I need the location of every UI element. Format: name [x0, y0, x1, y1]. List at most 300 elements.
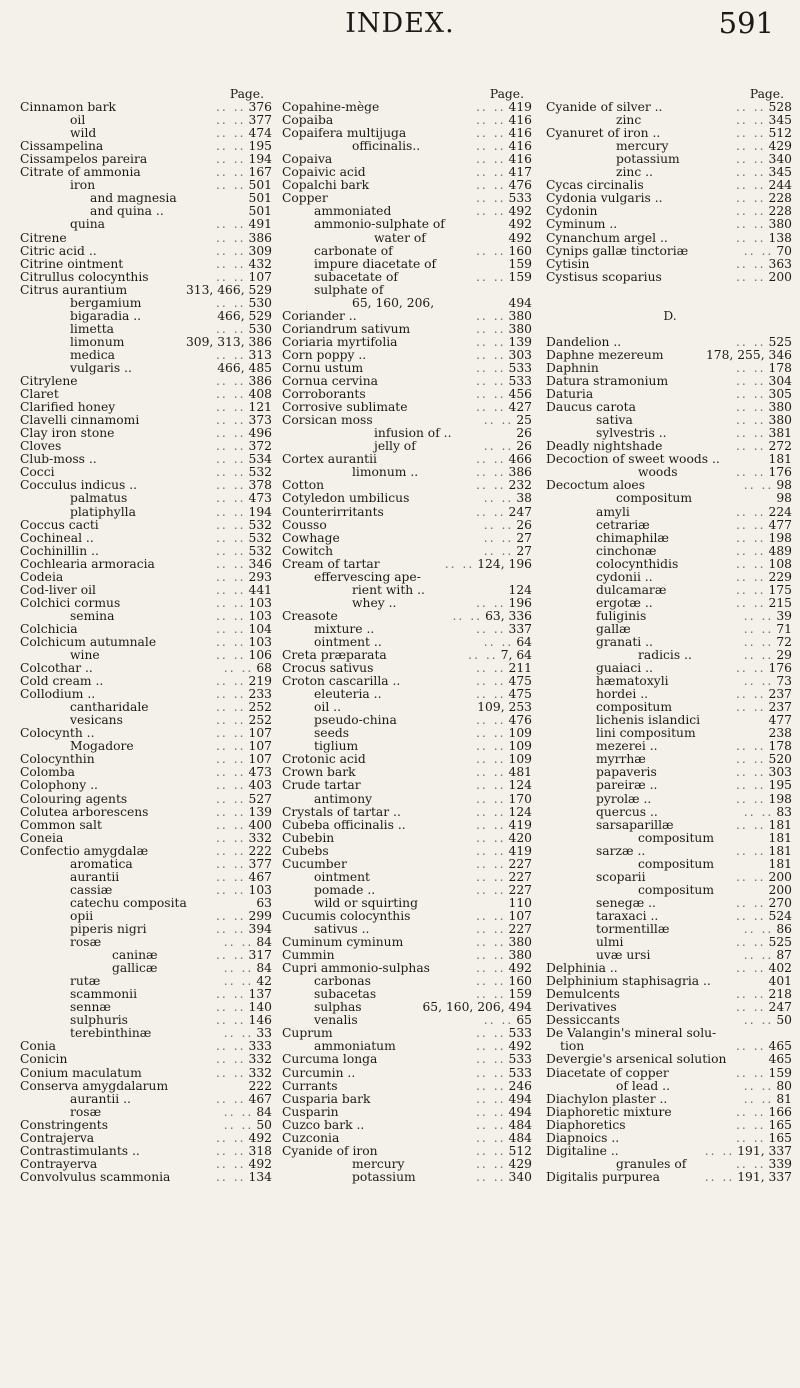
page-reference: 246: [508, 1078, 532, 1093]
dot-leader: .. ..: [735, 127, 766, 141]
dot-leader: .. ..: [735, 218, 766, 232]
dot-leader: .. ..: [735, 518, 766, 532]
index-entry: [20, 310, 274, 323]
index-entry: [20, 271, 274, 284]
dot-leader: .. ..: [735, 596, 766, 610]
page-reference: 494: [508, 295, 532, 310]
index-entry: [546, 1106, 794, 1119]
page-reference: 528: [768, 100, 792, 115]
dot-leader: .. ..: [735, 766, 766, 780]
page-reference: 333: [248, 1039, 272, 1054]
index-entry: [20, 571, 274, 584]
index-term: Cold cream ..: [20, 674, 104, 689]
index-term: Corroborants: [282, 387, 366, 402]
index-term: eleuteria ..: [314, 687, 382, 702]
page-reference: 26: [516, 439, 532, 454]
page-reference: 340: [508, 1169, 532, 1184]
page-reference: 98: [776, 478, 792, 493]
page-reference: 313, 466, 529: [185, 282, 272, 297]
index-entry: [546, 271, 794, 284]
dot-leader: .. ..: [475, 766, 506, 780]
index-term: Mogadore: [70, 739, 134, 754]
page-reference: 218: [768, 987, 792, 1002]
index-entry: [546, 610, 794, 623]
dot-leader: .. ..: [735, 375, 766, 389]
page-reference: 492: [508, 230, 532, 245]
index-entry: [546, 675, 794, 688]
index-term: and quina ..: [90, 204, 164, 219]
index-term: Crystals of tartar ..: [282, 804, 401, 819]
page-reference: 363: [768, 256, 792, 271]
index-entry: [20, 806, 274, 819]
dot-leader: .. ..: [223, 1105, 254, 1119]
index-term: Crotonic acid: [282, 752, 366, 767]
page-reference: 474: [248, 126, 272, 141]
index-term: ulmi: [596, 935, 624, 950]
index-entry: [546, 845, 794, 858]
index-term: Cyanide of iron: [282, 1143, 378, 1158]
index-entry: [20, 975, 274, 988]
index-term: medica: [70, 347, 115, 362]
index-term: senegæ ..: [596, 895, 656, 910]
index-entry: [20, 1171, 274, 1184]
index-term: sulphate of: [314, 282, 384, 297]
dot-leader: .. ..: [215, 779, 246, 793]
page-reference: 512: [768, 126, 792, 141]
page-reference: 378: [248, 478, 272, 493]
page-reference: 98: [776, 491, 792, 506]
index-term: pseudo-china: [314, 713, 397, 728]
page-reference: 107: [248, 269, 272, 284]
index-entry: [20, 218, 274, 231]
blank-line: [546, 323, 794, 336]
index-entry: [20, 962, 274, 975]
dot-leader: .. ..: [475, 792, 506, 806]
dot-leader: .. ..: [215, 114, 246, 128]
page-reference: 167: [248, 165, 272, 180]
index-term: Daphnin: [546, 360, 599, 375]
dot-leader: .. ..: [483, 518, 514, 532]
page-reference: 492: [248, 1156, 272, 1171]
index-term: Contrastimulants ..: [20, 1143, 140, 1158]
dot-leader: .. ..: [475, 883, 506, 897]
dot-leader: .. ..: [215, 518, 246, 532]
index-term: Copaivic acid: [282, 165, 366, 180]
index-term: iron: [70, 178, 96, 193]
dot-leader: .. ..: [215, 1053, 246, 1067]
dot-leader: .. ..: [475, 714, 506, 728]
index-entry: [282, 232, 534, 245]
index-term: Contrajerva: [20, 1130, 95, 1145]
dot-leader: .. ..: [475, 114, 506, 128]
index-term: pareiræ ..: [596, 778, 658, 793]
index-entry: [20, 479, 274, 492]
page-reference: 109: [508, 752, 532, 767]
index-entry: [546, 584, 794, 597]
page-reference: 484: [508, 1117, 532, 1132]
page-reference: 232: [508, 478, 532, 493]
index-entry: [20, 1158, 274, 1171]
dot-leader: .. ..: [735, 701, 766, 715]
index-term: effervescing ape-: [314, 569, 421, 584]
index-entry: [546, 571, 794, 584]
index-term: aurantii ..: [70, 1091, 131, 1106]
page-reference: 103: [248, 882, 272, 897]
page-reference: 416: [508, 139, 532, 154]
page-reference: 229: [768, 569, 792, 584]
index-term: Copaifera multijuga: [282, 126, 407, 141]
index-entry: [546, 936, 794, 949]
dot-leader: .. ..: [215, 1157, 246, 1171]
page-reference: 64: [516, 634, 532, 649]
dot-leader: .. ..: [215, 140, 246, 154]
index-term: Colchicum autumnale: [20, 634, 157, 649]
index-term: zinc ..: [616, 165, 653, 180]
index-entry: [20, 558, 274, 571]
page-reference: 465: [768, 1039, 792, 1054]
dot-leader: .. ..: [475, 1157, 506, 1171]
dot-leader: .. ..: [475, 153, 506, 167]
dot-leader: .. ..: [735, 1040, 766, 1054]
page-reference: 176: [768, 465, 792, 480]
index-entry: [282, 1093, 534, 1106]
index-entry: [282, 884, 534, 897]
index-term: Devergie's arsenical solution: [546, 1052, 727, 1067]
dot-leader: .. ..: [475, 1118, 506, 1132]
index-term: Digitalis purpurea: [546, 1169, 660, 1184]
index-term: Daucus carota: [546, 400, 636, 415]
page-reference: 533: [508, 1026, 532, 1041]
index-term: compositum: [638, 882, 714, 897]
page-reference: 380: [768, 413, 792, 428]
index-term: Conia: [20, 1039, 56, 1054]
dot-leader: .. ..: [475, 101, 506, 115]
index-entry: [546, 558, 794, 571]
page-reference: 170: [508, 791, 532, 806]
index-term: Diachylon plaster ..: [546, 1091, 668, 1106]
page-reference: 332: [248, 830, 272, 845]
index-term: sulphas: [314, 1000, 362, 1015]
page-reference: 178, 255, 346: [705, 347, 792, 362]
index-term: Derivatives: [546, 1000, 617, 1015]
dot-leader: .. ..: [215, 714, 246, 728]
index-entry: [546, 153, 794, 166]
page-reference: 200: [768, 869, 792, 884]
index-entry: [282, 584, 534, 597]
index-entry: [546, 127, 794, 140]
index-term: Cochinillin ..: [20, 543, 99, 558]
index-term: Copahine-mège: [282, 100, 380, 115]
index-entry: [546, 1119, 794, 1132]
page-reference: 215: [768, 595, 792, 610]
index-term: Digitaline ..: [546, 1143, 619, 1158]
page-reference: 50: [776, 1013, 792, 1028]
page-header: [0, 0, 800, 58]
dot-leader: .. ..: [735, 427, 766, 441]
dot-leader: .. ..: [735, 779, 766, 793]
index-term: cinchonæ: [596, 543, 657, 558]
dot-leader: .. ..: [475, 622, 506, 636]
page-reference: 380: [768, 217, 792, 232]
index-term: jelly of: [374, 439, 416, 454]
page-reference: 146: [248, 1013, 272, 1028]
index-term: compositum: [638, 830, 714, 845]
index-term: Claret: [20, 387, 59, 402]
dot-leader: .. ..: [215, 153, 246, 167]
index-term: Colutea arborescens: [20, 804, 149, 819]
index-term: Copalchi bark: [282, 178, 370, 193]
page-number: 591: [718, 6, 774, 40]
dot-leader: .. ..: [735, 583, 766, 597]
index-term: Colcothar ..: [20, 661, 93, 676]
index-entry: [282, 323, 534, 336]
index-entry: [282, 597, 534, 610]
index-term: Cubeba officinalis ..: [282, 817, 406, 832]
dot-leader: .. ..: [743, 622, 774, 636]
page-reference: 492: [508, 204, 532, 219]
index-entry: [282, 1132, 534, 1145]
dot-leader: .. ..: [475, 740, 506, 754]
index-term: bergamium: [70, 295, 142, 310]
dot-leader: .. ..: [223, 1118, 254, 1132]
index-term: taraxaci ..: [596, 908, 659, 923]
dot-leader: .. ..: [215, 557, 246, 571]
index-term: Conium maculatum: [20, 1065, 142, 1080]
dot-leader: .. ..: [735, 179, 766, 193]
page-reference: 432: [248, 256, 272, 271]
index-term: Colchicia: [20, 621, 78, 636]
dot-leader: .. ..: [735, 557, 766, 571]
index-term: semina: [70, 608, 115, 623]
page-reference: 496: [248, 426, 272, 441]
dot-leader: .. ..: [215, 909, 246, 923]
index-term: scoparii: [596, 869, 646, 884]
dot-leader: .. ..: [743, 649, 774, 663]
index-entry: [282, 545, 534, 558]
index-term: Dandelion ..: [546, 334, 622, 349]
page-reference: 416: [508, 152, 532, 167]
dot-leader: .. ..: [215, 1131, 246, 1145]
dot-leader: .. ..: [483, 492, 514, 506]
index-term: Colchici cormus: [20, 595, 121, 610]
index-term: Clay iron stone: [20, 426, 115, 441]
index-term: sennæ: [70, 1000, 111, 1015]
index-term: Corn poppy ..: [282, 347, 367, 362]
index-entry: [546, 910, 794, 923]
index-entry: [20, 323, 274, 336]
dot-leader: .. ..: [735, 505, 766, 519]
page-reference: 492: [508, 1039, 532, 1054]
page-reference: 427: [508, 400, 532, 415]
page-reference: 429: [508, 1156, 532, 1171]
index-entry: [282, 336, 534, 349]
page-reference: 403: [248, 778, 272, 793]
index-term: pomade ..: [314, 882, 376, 897]
page-reference: 109: [508, 726, 532, 741]
page-reference: 191, 337: [737, 1143, 792, 1158]
index-term: mezerei ..: [596, 739, 658, 754]
index-entry: [20, 1053, 274, 1066]
index-term: Cowhage: [282, 530, 340, 545]
index-term: Cochineal ..: [20, 530, 94, 545]
dot-leader: .. ..: [475, 127, 506, 141]
dot-leader: .. ..: [475, 166, 506, 180]
page-reference: 194: [248, 152, 272, 167]
page-reference: 139: [508, 334, 532, 349]
index-entry: [20, 1001, 274, 1014]
index-term: sulphuris: [70, 1013, 128, 1028]
index-term: Cuprum: [282, 1026, 333, 1041]
page-reference: 381: [768, 426, 792, 441]
index-entry: [20, 506, 274, 519]
page-reference: 159: [508, 987, 532, 1002]
dot-leader: .. ..: [215, 818, 246, 832]
page-reference: 380: [508, 308, 532, 323]
dot-leader: .. ..: [475, 244, 506, 258]
index-term: Cucumis colocynthis: [282, 908, 411, 923]
index-term: Club-moss ..: [20, 452, 97, 467]
page-reference: 501: [248, 204, 272, 219]
page-reference: 87: [776, 948, 792, 963]
page-reference: 26: [516, 426, 532, 441]
index-entry: [20, 597, 274, 610]
dot-leader: .. ..: [735, 753, 766, 767]
index-entry: [282, 271, 534, 284]
dot-leader: .. ..: [735, 192, 766, 206]
page-reference: 317: [248, 948, 272, 963]
index-term: sarsaparillæ: [596, 817, 674, 832]
index-entry: [20, 884, 274, 897]
index-term: Cochlearia armoracia: [20, 556, 155, 571]
index-entry: [546, 740, 794, 753]
index-term: subacetate of: [314, 269, 398, 284]
dot-leader: .. ..: [475, 348, 506, 362]
dot-leader: .. ..: [475, 309, 506, 323]
index-term: wild or squirting: [314, 895, 418, 910]
page-reference: 181: [768, 856, 792, 871]
index-term: Curcumin ..: [282, 1065, 356, 1080]
page-reference: 50: [256, 1117, 272, 1132]
page-reference: 252: [248, 700, 272, 715]
index-entry: [282, 1053, 534, 1066]
dot-leader: .. ..: [475, 375, 506, 389]
index-term: chimaphilæ: [596, 530, 669, 545]
index-term: compositum: [616, 491, 692, 506]
page-reference: 25: [516, 413, 532, 428]
dot-leader: .. ..: [475, 688, 506, 702]
page-reference: 484: [508, 1130, 532, 1145]
page-reference: 198: [768, 791, 792, 806]
page-reference: 107: [248, 726, 272, 741]
index-term: gallicæ: [112, 961, 158, 976]
index-term: Codeia: [20, 569, 64, 584]
dot-leader: .. ..: [475, 1144, 506, 1158]
index-term: quercus ..: [596, 804, 658, 819]
index-term: Cystisus scoparius: [546, 269, 662, 284]
dot-leader: .. ..: [223, 1027, 254, 1041]
index-entry: [282, 832, 534, 845]
dot-leader: .. ..: [475, 949, 506, 963]
index-term: Daphne mezereum: [546, 347, 664, 362]
index-entry: [282, 806, 534, 819]
page-reference: 339: [768, 1156, 792, 1171]
dot-leader: .. ..: [475, 727, 506, 741]
index-term: Cocculus indicus ..: [20, 478, 138, 493]
dot-leader: .. ..: [743, 609, 774, 623]
dot-leader: .. ..: [743, 1014, 774, 1028]
page-reference: 473: [248, 491, 272, 506]
page-reference: 65, 160, 206, 494: [422, 1000, 532, 1015]
index-entry: [20, 519, 274, 532]
dot-leader: .. ..: [215, 949, 246, 963]
page-reference: 377: [248, 856, 272, 871]
page-reference: 219: [248, 674, 272, 689]
index-term: oil: [70, 113, 86, 128]
index-term: Dessiccants: [546, 1013, 620, 1028]
page-reference: 299: [248, 908, 272, 923]
page-reference: 107: [248, 739, 272, 754]
index-term: limetta: [70, 321, 115, 336]
page-reference: 340: [768, 152, 792, 167]
page-reference: 103: [248, 595, 272, 610]
index-term: wine: [70, 648, 100, 663]
page-reference: 417: [508, 165, 532, 180]
page-reference: 175: [768, 582, 792, 597]
page-reference: 159: [508, 269, 532, 284]
index-term: Daturia: [546, 387, 594, 402]
index-term: Cream of tartar: [282, 556, 380, 571]
index-entry: [282, 297, 534, 310]
page-reference: 473: [248, 765, 272, 780]
index-term: ergotæ ..: [596, 595, 653, 610]
index-entry: [282, 610, 534, 623]
page-reference: 124, 196: [477, 556, 532, 571]
dot-leader: .. ..: [223, 975, 254, 989]
dot-leader: .. ..: [475, 662, 506, 676]
index-entry: [546, 519, 794, 532]
index-term: Citrine ointment: [20, 256, 124, 271]
index-entry: [546, 819, 794, 832]
dot-leader: .. ..: [215, 805, 246, 819]
page-column-heading: Page.: [749, 87, 784, 101]
dot-leader: .. ..: [452, 609, 483, 623]
page-reference: 191, 337: [737, 1169, 792, 1184]
dot-leader: .. ..: [215, 988, 246, 1002]
index-term: Decoctum aloes: [546, 478, 645, 493]
index-term: myrrhæ: [596, 752, 646, 767]
page-reference: 227: [508, 922, 532, 936]
dot-leader: .. ..: [735, 153, 766, 167]
dot-leader: .. ..: [735, 544, 766, 558]
page-reference: 530: [248, 321, 272, 336]
dot-leader: .. ..: [215, 701, 246, 715]
index-term: Convolvulus scammonia: [20, 1169, 171, 1184]
dot-leader: .. ..: [215, 1066, 246, 1080]
index-entry: [20, 701, 274, 714]
index-entry: [20, 1093, 274, 1106]
index-term: Decoction of sweet woods ..: [546, 452, 720, 467]
index-term: cantharidale: [70, 700, 149, 715]
dot-leader: .. ..: [215, 101, 246, 115]
index-entry: [546, 1171, 794, 1184]
dot-leader: .. ..: [223, 936, 254, 950]
page-reference: 492: [508, 961, 532, 976]
dot-leader: .. ..: [215, 388, 246, 402]
index-column-1: [20, 88, 274, 1184]
page-reference: 159: [768, 1065, 792, 1080]
page-reference: 227: [508, 882, 532, 897]
index-term: Clavelli cinnamomi: [20, 413, 140, 428]
